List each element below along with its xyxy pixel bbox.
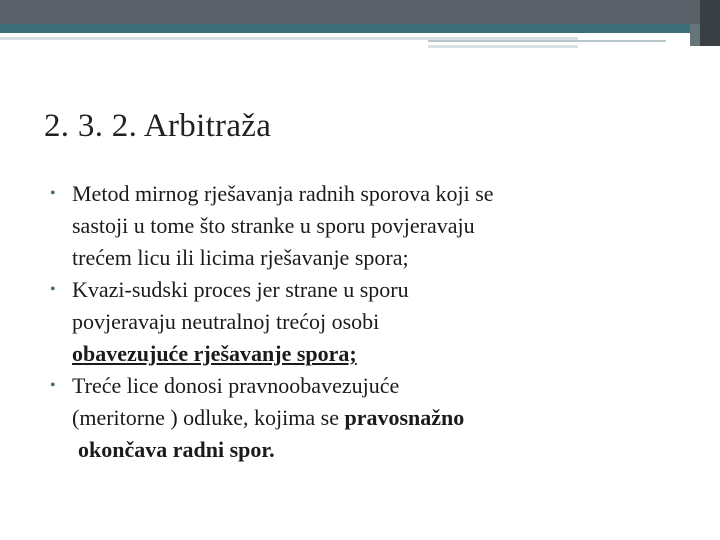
slide-title: 2. 3. 2. Arbitraža [44, 108, 272, 144]
decorative-rule [428, 45, 578, 48]
text-line: povjeravaju neutralnoj trećoj osobi [72, 309, 380, 334]
list-item [50, 274, 690, 370]
top-band-accent [0, 24, 700, 33]
emphasis-text: obavezujuće rješavanje spora; [72, 341, 357, 366]
text-line: Metod mirnog rješavanja radnih sporova koji se [72, 181, 494, 206]
corner-block [700, 0, 720, 46]
decorative-rule [428, 40, 666, 42]
text-line: Treće lice donosi pravnoobavezujuće [72, 373, 400, 398]
list-item [50, 178, 690, 274]
text-line: Kvazi-sudski proces jer strane u sporu [72, 277, 409, 302]
text-line: trećem licu ili licima rješavanje spora; [72, 245, 409, 270]
list-item [50, 370, 690, 466]
emphasis-text: pravosnažno [344, 405, 465, 430]
text-line [72, 402, 690, 434]
bullet-list [50, 178, 690, 466]
bullet-icon: • [50, 185, 56, 202]
corner-block-accent [690, 24, 700, 46]
top-band [0, 0, 720, 24]
text-fragment: (meritorne ) odluke, kojima se [72, 405, 345, 430]
text-line: sastoji u tome što stranke u sporu povjeravaju [72, 213, 475, 238]
bullet-icon: • [50, 377, 56, 394]
emphasis-text: okončava radni spor. [78, 437, 275, 462]
bullet-icon: • [50, 281, 56, 298]
